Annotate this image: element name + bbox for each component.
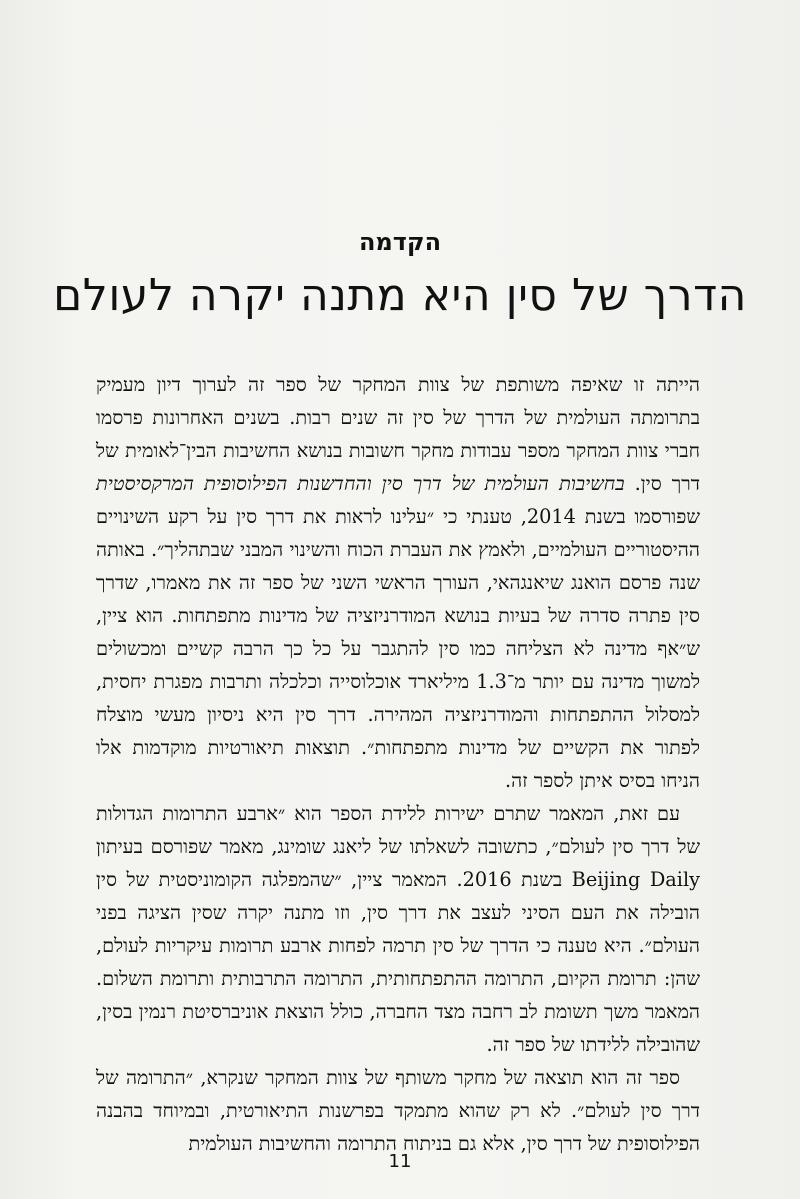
body-text (96, 368, 700, 1160)
page-number: 11 (388, 1151, 412, 1172)
paragraph (96, 368, 700, 797)
paragraph (96, 797, 700, 1061)
text-run: הייתה זו שאיפה משותפת של צוות המחקר של ספר זה לערוך דיון מעמיק בתרומתה העולמית של הדרך של סין זה שנים רבות. בשנים האחרונות פרסמו חברי צוות המחקר מספר עבודות מחקר חשובות בנושא החשיבות הבין־לאומית של דרך סין. (96, 373, 701, 495)
chapter-title: הדרך של סין היא מתנה יקרה לעולם (53, 270, 747, 321)
latin-newspaper-name: Beijing Daily (571, 868, 700, 891)
paragraph (96, 1061, 700, 1160)
text-run: בשנת 2016. המאמר ציין, ״שהמפלגה הקומוניסטית של סין הובילה את העם הסיני לעצב את דרך סין, וזו מתנה יקרה שסין הציגה בפני העולם״. היא טענה כי הדרך של סין תרמה לפחות ארבע תרומות עיקריות לעולם, שהן: תרומת הקיום, התרומה ההתפתחותית, התרומה התרבותית ותרומת השלום. המאמר משך תשומת לב רחבה מצד החברה, כולל הוצאת אוניברסיטת רנמין בסין, שהובילה ללידתו של ספר זה. (96, 868, 700, 1056)
section-label: הקדמה (358, 228, 442, 256)
text-run: ספר זה הוא תוצאה של מחקר משותף של צוות המחקר שנקרא, ״התרומה של דרך סין לעולם״. לא רק שהוא מתמקד בפרשנות התיאורטית, ובמיוחד בהבנה הפילוסופית של דרך סין, אלא גם בניתוח התרומה והחשיבות העולמית (96, 1066, 700, 1155)
text-run: עם זאת, המאמר שתרם ישירות ללידת הספר הוא ״ארבע התרומות הגדולות של דרך סין לעולם״, כתשובה לשאלתו של ליאנג שומינג, מאמר שפורסם בעיתון (96, 802, 700, 858)
italic-book-title: בחשיבות העולמית של דרך סין והחדשנות הפילוסופית המרקסיסטית (96, 472, 625, 495)
text-run: שפורסמו בשנת 2014, טענתי כי ״עלינו לראות את דרך סין על רקע השינויים ההיסטוריים העולמיים, ולאמץ את העברת הכוח והשינוי המבני שבתהליך״. באותה שנה פרסם הואנג שיאנגהאי, העורך הראשי השני של ספר זה את מאמרו, שדרך סין פתרה סדרה של בעיות בנושא המודרניזציה של מדינות מתפתחות. הוא ציין, ש״אף מדינה לא הצליחה כמו סין להתגבר על כל כך הרבה קשיים ומכשולים למשוך מדינה עם יותר מ־1.3 מיליארד אוכלוסייה וכלכלה ותרבות מפגרת יחסית, למסלול ההתפתחות והמודרניזציה המהירה. דרך סין היא ניסיון מעשי מוצלח לפתור את הקשיים של מדינות מתפתחות״. תוצאות תיאורטיות מוקדמות אלו הניחו בסיס איתן לספר זה. (96, 505, 700, 792)
